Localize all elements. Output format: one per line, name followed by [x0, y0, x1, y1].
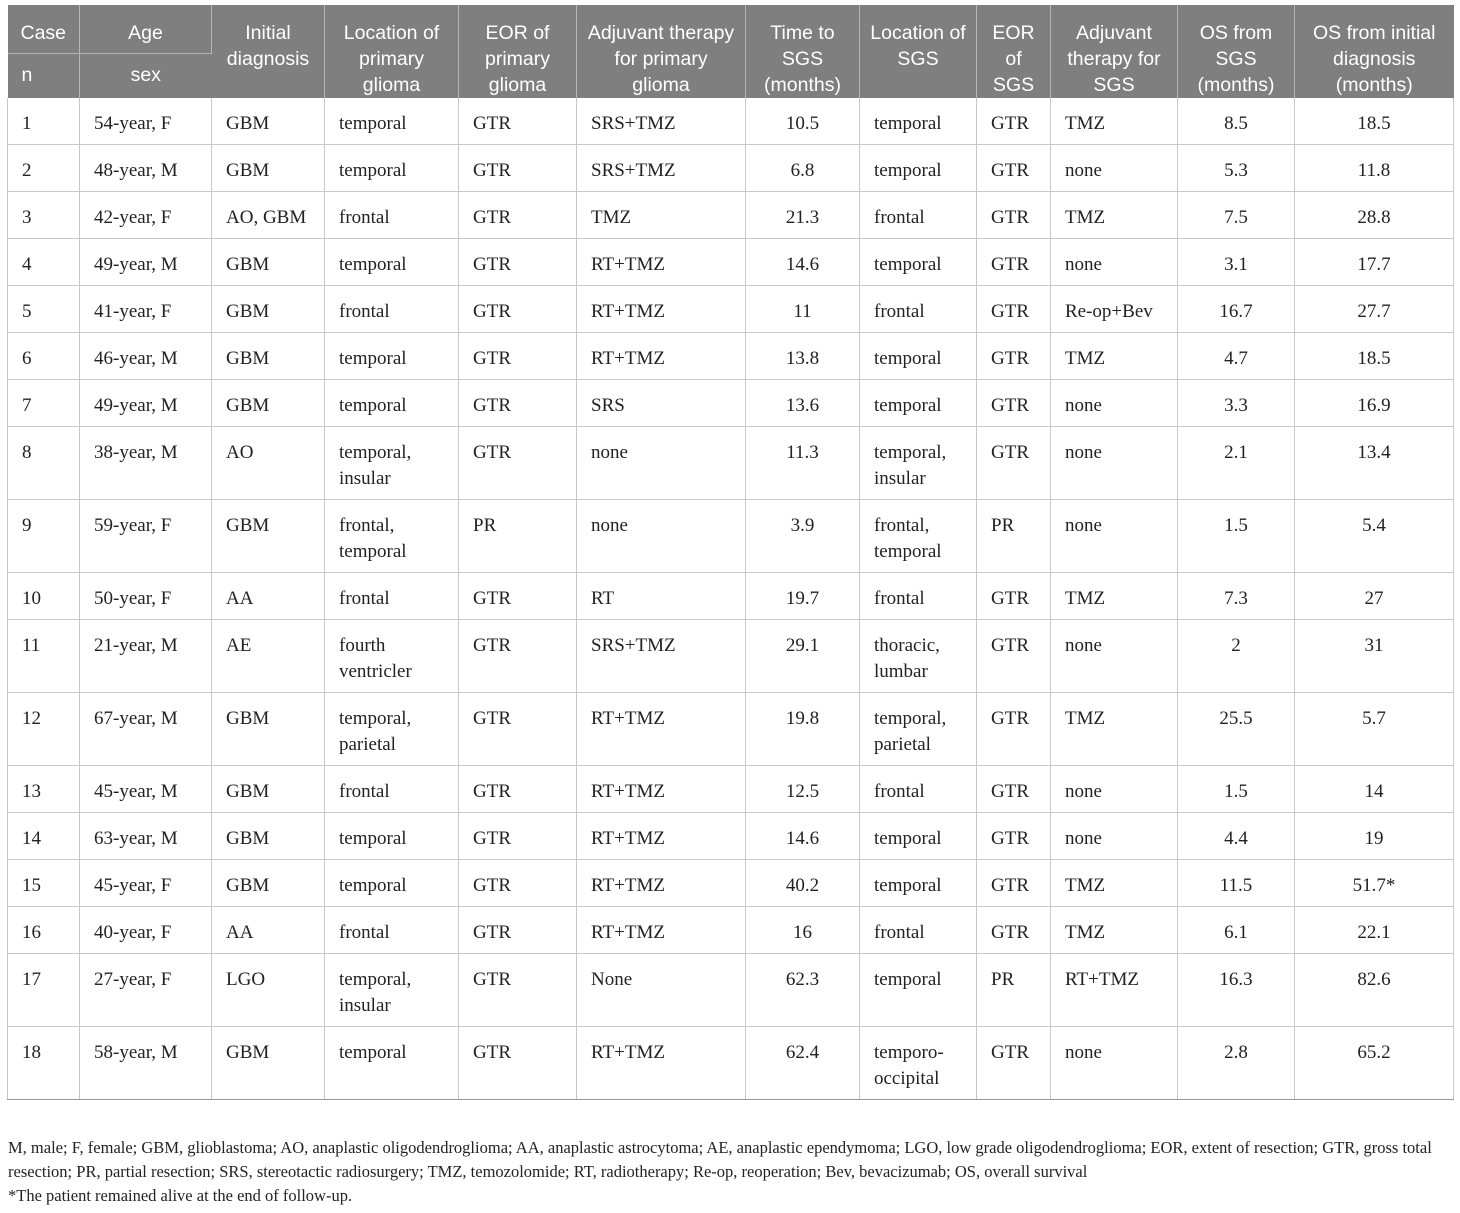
table-row — [8, 620, 1454, 693]
eor-primary-cell: GTR — [459, 620, 577, 693]
table-row — [8, 573, 1454, 620]
age-sex-cell: 58-year, M — [80, 1027, 212, 1100]
os-sgs-cell: 3.1 — [1178, 239, 1295, 286]
adjuvant-primary-cell: None — [577, 954, 746, 1027]
adjuvant-primary-cell: RT+TMZ — [577, 239, 746, 286]
table-row — [8, 333, 1454, 380]
adjuvant-primary-cell: RT+TMZ — [577, 907, 746, 954]
adjuvant-primary-cell: RT — [577, 573, 746, 620]
initial-diagnosis-cell: GBM — [212, 98, 325, 145]
adjuvant-sgs-cell: Re-op+Bev — [1051, 286, 1178, 333]
table-body — [8, 98, 1454, 1100]
location-sgs-cell: temporal — [860, 954, 977, 1027]
case-cell: 4 — [8, 239, 80, 286]
adjuvant-primary-cell: RT+TMZ — [577, 333, 746, 380]
header-case: Case — [8, 5, 80, 54]
initial-diagnosis-cell: GBM — [212, 145, 325, 192]
table-row — [8, 907, 1454, 954]
eor-primary-cell: GTR — [459, 145, 577, 192]
initial-diagnosis-cell: AA — [212, 907, 325, 954]
table-row — [8, 813, 1454, 860]
eor-primary-cell: GTR — [459, 98, 577, 145]
adjuvant-primary-cell: RT+TMZ — [577, 1027, 746, 1100]
os-sgs-cell: 1.5 — [1178, 766, 1295, 813]
location-primary-cell: temporal — [325, 145, 459, 192]
initial-diagnosis-cell: GBM — [212, 766, 325, 813]
header-case-sub: n — [8, 54, 80, 99]
time-to-sgs-cell: 13.6 — [746, 380, 860, 427]
age-sex-cell: 48-year, M — [80, 145, 212, 192]
eor-sgs-cell: GTR — [977, 145, 1051, 192]
case-cell: 5 — [8, 286, 80, 333]
time-to-sgs-cell: 14.6 — [746, 813, 860, 860]
os-initial-cell: 51.7* — [1295, 860, 1454, 907]
adjuvant-sgs-cell: none — [1051, 766, 1178, 813]
os-sgs-cell: 1.5 — [1178, 500, 1295, 573]
eor-sgs-cell: GTR — [977, 620, 1051, 693]
time-to-sgs-cell: 62.4 — [746, 1027, 860, 1100]
initial-diagnosis-cell: GBM — [212, 286, 325, 333]
location-primary-cell: frontal — [325, 907, 459, 954]
time-to-sgs-cell: 14.6 — [746, 239, 860, 286]
adjuvant-sgs-cell: TMZ — [1051, 907, 1178, 954]
age-sex-cell: 67-year, M — [80, 693, 212, 766]
header-os-initial: OS from initial diagnosis (months) — [1295, 5, 1454, 98]
age-sex-cell: 21-year, M — [80, 620, 212, 693]
os-initial-cell: 13.4 — [1295, 427, 1454, 500]
location-sgs-cell: frontal — [860, 192, 977, 239]
eor-sgs-cell: GTR — [977, 1027, 1051, 1100]
os-sgs-cell: 3.3 — [1178, 380, 1295, 427]
table-row — [8, 239, 1454, 286]
eor-sgs-cell: GTR — [977, 427, 1051, 500]
eor-primary-cell: GTR — [459, 239, 577, 286]
time-to-sgs-cell: 12.5 — [746, 766, 860, 813]
table-row — [8, 693, 1454, 766]
os-initial-cell: 16.9 — [1295, 380, 1454, 427]
time-to-sgs-cell: 11 — [746, 286, 860, 333]
table-row — [8, 286, 1454, 333]
time-to-sgs-cell: 19.8 — [746, 693, 860, 766]
time-to-sgs-cell: 16 — [746, 907, 860, 954]
header-os-sgs: OS from SGS (months) — [1178, 5, 1295, 98]
adjuvant-primary-cell: none — [577, 427, 746, 500]
table-row — [8, 98, 1454, 145]
os-initial-cell: 65.2 — [1295, 1027, 1454, 1100]
adjuvant-sgs-cell: none — [1051, 380, 1178, 427]
os-sgs-cell: 2.8 — [1178, 1027, 1295, 1100]
age-sex-cell: 27-year, F — [80, 954, 212, 1027]
os-initial-cell: 28.8 — [1295, 192, 1454, 239]
table-container — [7, 5, 1453, 1100]
initial-diagnosis-cell: GBM — [212, 693, 325, 766]
case-cell: 2 — [8, 145, 80, 192]
age-sex-cell: 45-year, M — [80, 766, 212, 813]
os-sgs-cell: 25.5 — [1178, 693, 1295, 766]
eor-primary-cell: GTR — [459, 573, 577, 620]
adjuvant-primary-cell: SRS+TMZ — [577, 98, 746, 145]
case-cell: 15 — [8, 860, 80, 907]
os-initial-cell: 27.7 — [1295, 286, 1454, 333]
location-sgs-cell: temporal — [860, 239, 977, 286]
os-sgs-cell: 16.3 — [1178, 954, 1295, 1027]
os-initial-cell: 22.1 — [1295, 907, 1454, 954]
table-row — [8, 1027, 1454, 1100]
location-sgs-cell: temporo-occipital — [860, 1027, 977, 1100]
location-sgs-cell: frontal — [860, 766, 977, 813]
eor-primary-cell: GTR — [459, 192, 577, 239]
eor-sgs-cell: PR — [977, 954, 1051, 1027]
adjuvant-sgs-cell: none — [1051, 813, 1178, 860]
initial-diagnosis-cell: GBM — [212, 500, 325, 573]
header-adjuvant-sgs: Adjuvant therapy for SGS — [1051, 5, 1178, 98]
time-to-sgs-cell: 29.1 — [746, 620, 860, 693]
time-to-sgs-cell: 62.3 — [746, 954, 860, 1027]
age-sex-cell: 54-year, F — [80, 98, 212, 145]
eor-primary-cell: GTR — [459, 380, 577, 427]
time-to-sgs-cell: 11.3 — [746, 427, 860, 500]
case-cell: 3 — [8, 192, 80, 239]
table-header — [8, 5, 1454, 98]
location-sgs-cell: temporal — [860, 380, 977, 427]
os-sgs-cell: 16.7 — [1178, 286, 1295, 333]
location-primary-cell: frontal — [325, 192, 459, 239]
location-sgs-cell: thoracic, lumbar — [860, 620, 977, 693]
eor-sgs-cell: GTR — [977, 239, 1051, 286]
header-time-to-sgs: Time to SGS (months) — [746, 5, 860, 98]
initial-diagnosis-cell: GBM — [212, 239, 325, 286]
eor-primary-cell: GTR — [459, 954, 577, 1027]
eor-sgs-cell: GTR — [977, 907, 1051, 954]
os-sgs-cell: 4.4 — [1178, 813, 1295, 860]
eor-sgs-cell: GTR — [977, 380, 1051, 427]
eor-sgs-cell: GTR — [977, 573, 1051, 620]
os-sgs-cell: 2.1 — [1178, 427, 1295, 500]
table-footnotes — [8, 1136, 1454, 1208]
time-to-sgs-cell: 40.2 — [746, 860, 860, 907]
eor-sgs-cell: GTR — [977, 98, 1051, 145]
location-sgs-cell: temporal — [860, 813, 977, 860]
time-to-sgs-cell: 19.7 — [746, 573, 860, 620]
initial-diagnosis-cell: AE — [212, 620, 325, 693]
eor-primary-cell: GTR — [459, 693, 577, 766]
header-location-sgs: Location of SGS — [860, 5, 977, 98]
adjuvant-primary-cell: SRS — [577, 380, 746, 427]
location-primary-cell: temporal, insular — [325, 954, 459, 1027]
table-row — [8, 145, 1454, 192]
case-cell: 8 — [8, 427, 80, 500]
age-sex-cell: 63-year, M — [80, 813, 212, 860]
case-cell: 18 — [8, 1027, 80, 1100]
os-sgs-cell: 4.7 — [1178, 333, 1295, 380]
case-cell: 10 — [8, 573, 80, 620]
os-initial-cell: 27 — [1295, 573, 1454, 620]
abbreviations-note: M, male; F, female; GBM, glioblastoma; AO, anaplastic oligodendroglioma; AA, anaplastic astrocytoma; AE, anaplastic ependymoma; LGO, low grade oligodendroglioma; EOR, extent of resection; GTR, gross total resection; PR, partial resection; SRS, stereotactic radiosurgery; TMZ, temozolomide; RT, radiotherapy; Re-op, reoperation; Bev, bevacizumab; OS, overall survival — [8, 1138, 1432, 1181]
table-row — [8, 954, 1454, 1027]
case-cell: 13 — [8, 766, 80, 813]
eor-primary-cell: GTR — [459, 766, 577, 813]
location-primary-cell: temporal — [325, 239, 459, 286]
location-sgs-cell: temporal, parietal — [860, 693, 977, 766]
location-sgs-cell: temporal — [860, 860, 977, 907]
table-row — [8, 766, 1454, 813]
adjuvant-primary-cell: RT+TMZ — [577, 286, 746, 333]
location-primary-cell: frontal — [325, 286, 459, 333]
time-to-sgs-cell: 3.9 — [746, 500, 860, 573]
os-initial-cell: 18.5 — [1295, 98, 1454, 145]
case-cell: 7 — [8, 380, 80, 427]
adjuvant-sgs-cell: none — [1051, 239, 1178, 286]
location-primary-cell: fourth ventricler — [325, 620, 459, 693]
time-to-sgs-cell: 6.8 — [746, 145, 860, 192]
age-sex-cell: 49-year, M — [80, 239, 212, 286]
os-initial-cell: 18.5 — [1295, 333, 1454, 380]
case-cell: 17 — [8, 954, 80, 1027]
adjuvant-sgs-cell: RT+TMZ — [1051, 954, 1178, 1027]
location-sgs-cell: temporal — [860, 145, 977, 192]
adjuvant-sgs-cell: none — [1051, 620, 1178, 693]
os-initial-cell: 17.7 — [1295, 239, 1454, 286]
age-sex-cell: 46-year, M — [80, 333, 212, 380]
time-to-sgs-cell: 13.8 — [746, 333, 860, 380]
location-sgs-cell: frontal, temporal — [860, 500, 977, 573]
eor-primary-cell: PR — [459, 500, 577, 573]
adjuvant-sgs-cell: TMZ — [1051, 333, 1178, 380]
initial-diagnosis-cell: GBM — [212, 860, 325, 907]
initial-diagnosis-cell: AO, GBM — [212, 192, 325, 239]
os-sgs-cell: 5.3 — [1178, 145, 1295, 192]
location-primary-cell: frontal — [325, 766, 459, 813]
location-primary-cell: temporal — [325, 1027, 459, 1100]
location-sgs-cell: frontal — [860, 907, 977, 954]
age-sex-cell: 41-year, F — [80, 286, 212, 333]
adjuvant-sgs-cell: none — [1051, 145, 1178, 192]
eor-sgs-cell: GTR — [977, 766, 1051, 813]
location-primary-cell: frontal — [325, 573, 459, 620]
eor-primary-cell: GTR — [459, 1027, 577, 1100]
age-sex-cell: 38-year, M — [80, 427, 212, 500]
location-sgs-cell: temporal — [860, 98, 977, 145]
location-primary-cell: temporal — [325, 813, 459, 860]
case-cell: 9 — [8, 500, 80, 573]
location-sgs-cell: temporal — [860, 333, 977, 380]
adjuvant-primary-cell: RT+TMZ — [577, 813, 746, 860]
time-to-sgs-cell: 10.5 — [746, 98, 860, 145]
table-row — [8, 380, 1454, 427]
os-sgs-cell: 2 — [1178, 620, 1295, 693]
adjuvant-sgs-cell: none — [1051, 500, 1178, 573]
case-cell: 16 — [8, 907, 80, 954]
adjuvant-primary-cell: RT+TMZ — [577, 766, 746, 813]
initial-diagnosis-cell: GBM — [212, 813, 325, 860]
location-primary-cell: temporal — [325, 98, 459, 145]
initial-diagnosis-cell: GBM — [212, 333, 325, 380]
age-sex-cell: 59-year, F — [80, 500, 212, 573]
initial-diagnosis-cell: GBM — [212, 1027, 325, 1100]
eor-sgs-cell: GTR — [977, 192, 1051, 239]
age-sex-cell: 42-year, F — [80, 192, 212, 239]
adjuvant-primary-cell: none — [577, 500, 746, 573]
table-row — [8, 192, 1454, 239]
os-sgs-cell: 6.1 — [1178, 907, 1295, 954]
adjuvant-sgs-cell: none — [1051, 427, 1178, 500]
os-sgs-cell: 8.5 — [1178, 98, 1295, 145]
case-cell: 14 — [8, 813, 80, 860]
adjuvant-primary-cell: SRS+TMZ — [577, 145, 746, 192]
age-sex-cell: 50-year, F — [80, 573, 212, 620]
table-row — [8, 860, 1454, 907]
location-primary-cell: temporal, parietal — [325, 693, 459, 766]
location-primary-cell: frontal, temporal — [325, 500, 459, 573]
eor-sgs-cell: GTR — [977, 286, 1051, 333]
location-primary-cell: temporal, insular — [325, 427, 459, 500]
asterisk-note: *The patient remained alive at the end of follow-up. — [8, 1186, 353, 1205]
case-cell: 6 — [8, 333, 80, 380]
adjuvant-primary-cell: TMZ — [577, 192, 746, 239]
eor-sgs-cell: GTR — [977, 860, 1051, 907]
os-initial-cell: 31 — [1295, 620, 1454, 693]
age-sex-cell: 49-year, M — [80, 380, 212, 427]
time-to-sgs-cell: 21.3 — [746, 192, 860, 239]
case-cell: 11 — [8, 620, 80, 693]
table-row — [8, 427, 1454, 500]
eor-primary-cell: GTR — [459, 333, 577, 380]
adjuvant-primary-cell: SRS+TMZ — [577, 620, 746, 693]
table-row — [8, 500, 1454, 573]
adjuvant-sgs-cell: TMZ — [1051, 98, 1178, 145]
os-initial-cell: 82.6 — [1295, 954, 1454, 1027]
header-eor-primary: EOR of primary glioma — [459, 5, 577, 98]
os-sgs-cell: 7.3 — [1178, 573, 1295, 620]
eor-sgs-cell: GTR — [977, 813, 1051, 860]
os-sgs-cell: 11.5 — [1178, 860, 1295, 907]
header-initial-diagnosis: Initial diagnosis — [212, 5, 325, 98]
header-age: Age — [80, 5, 212, 54]
adjuvant-primary-cell: RT+TMZ — [577, 860, 746, 907]
header-age-sub: sex — [80, 54, 212, 99]
adjuvant-primary-cell: RT+TMZ — [577, 693, 746, 766]
eor-sgs-cell: PR — [977, 500, 1051, 573]
header-eor-sgs: EOR of SGS — [977, 5, 1051, 98]
os-initial-cell: 14 — [1295, 766, 1454, 813]
location-sgs-cell: frontal — [860, 286, 977, 333]
header-adjuvant-primary: Adjuvant therapy for primary glioma — [577, 5, 746, 98]
os-initial-cell: 5.4 — [1295, 500, 1454, 573]
initial-diagnosis-cell: AA — [212, 573, 325, 620]
adjuvant-sgs-cell: TMZ — [1051, 693, 1178, 766]
eor-primary-cell: GTR — [459, 286, 577, 333]
eor-primary-cell: GTR — [459, 427, 577, 500]
initial-diagnosis-cell: GBM — [212, 380, 325, 427]
location-sgs-cell: frontal — [860, 573, 977, 620]
eor-primary-cell: GTR — [459, 907, 577, 954]
initial-diagnosis-cell: AO — [212, 427, 325, 500]
location-sgs-cell: temporal, insular — [860, 427, 977, 500]
adjuvant-sgs-cell: TMZ — [1051, 573, 1178, 620]
eor-primary-cell: GTR — [459, 860, 577, 907]
initial-diagnosis-cell: LGO — [212, 954, 325, 1027]
location-primary-cell: temporal — [325, 333, 459, 380]
eor-primary-cell: GTR — [459, 813, 577, 860]
location-primary-cell: temporal — [325, 380, 459, 427]
os-initial-cell: 19 — [1295, 813, 1454, 860]
location-primary-cell: temporal — [325, 860, 459, 907]
age-sex-cell: 40-year, F — [80, 907, 212, 954]
adjuvant-sgs-cell: none — [1051, 1027, 1178, 1100]
patient-table — [7, 5, 1454, 1100]
adjuvant-sgs-cell: TMZ — [1051, 860, 1178, 907]
case-cell: 1 — [8, 98, 80, 145]
header-location-primary: Location of primary glioma — [325, 5, 459, 98]
os-initial-cell: 11.8 — [1295, 145, 1454, 192]
os-sgs-cell: 7.5 — [1178, 192, 1295, 239]
eor-sgs-cell: GTR — [977, 693, 1051, 766]
os-initial-cell: 5.7 — [1295, 693, 1454, 766]
age-sex-cell: 45-year, F — [80, 860, 212, 907]
case-cell: 12 — [8, 693, 80, 766]
adjuvant-sgs-cell: TMZ — [1051, 192, 1178, 239]
eor-sgs-cell: GTR — [977, 333, 1051, 380]
